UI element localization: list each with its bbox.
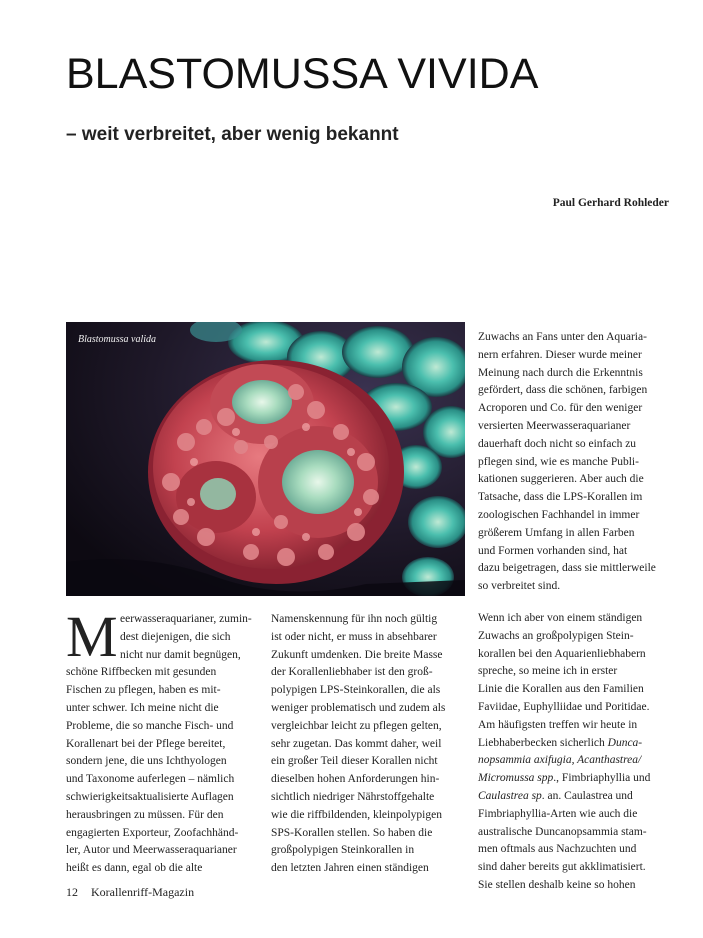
text-line: pflegen sind, wie es manche Publi- xyxy=(478,455,639,468)
text-line: Zuwachs an Fans unter den Aquaria- xyxy=(478,331,647,343)
text-column-1 xyxy=(66,604,260,878)
text-line: kationen suggerieren. Aber auch die xyxy=(478,473,644,486)
text-line: sondern jene, die uns Ichthyologen xyxy=(66,755,227,768)
text-line: und Formen vorhanden sind, hat xyxy=(478,544,628,557)
text-line xyxy=(478,735,674,753)
text-line: sehr zugetan. Das kommt daher, weil xyxy=(271,737,442,750)
text-line: eerwasseraquarianer, zumin- xyxy=(120,613,252,625)
text-line: Faviidae, Euphylliidae und Poritidae. xyxy=(478,700,650,713)
magazine-name: Korallenriff-Magazin xyxy=(91,885,195,899)
species-name: Dunca- xyxy=(607,736,643,749)
text-line xyxy=(478,770,674,788)
page-footer xyxy=(66,885,194,900)
text-line: Am häufigsten treffen wir heute in xyxy=(478,718,638,731)
drop-cap: M xyxy=(66,604,118,669)
text-line: nern erfahren. Dieser wurde meiner xyxy=(478,348,642,361)
text-line: polypigen LPS-Steinkorallen, die als xyxy=(271,684,441,697)
text-line: heißt es dann, egal ob die alte xyxy=(66,862,203,875)
text-line: wie die riffbildenden, kleinpolypigen xyxy=(271,808,442,821)
text-line: nicht nur damit begnügen, xyxy=(120,648,241,661)
text-line xyxy=(478,788,674,806)
text-line: schöne Riffbecken mit gesunden xyxy=(66,666,217,679)
text-line: men oftmals aus Nachzuchten und xyxy=(478,843,637,856)
text-line: sichtlich niedriger Nährstoffgehalte xyxy=(271,790,435,803)
text-line: weniger problematisch und zudem als xyxy=(271,701,446,714)
text-run: . an. Caulastrea und xyxy=(541,789,633,802)
paragraph-gap xyxy=(478,596,674,610)
text-line: Fimbriaphyllia-Arten wie auch die xyxy=(478,807,638,820)
text-column-3 xyxy=(478,329,674,895)
text-line: unter schwer. Ich meine nicht die xyxy=(66,701,219,714)
text-line: so verbreitet sind. xyxy=(478,580,561,593)
text-line: und Taxonome auferlegen – nämlich xyxy=(66,773,235,786)
text-column-2 xyxy=(271,611,465,878)
text-line: Fischen zu pflegen, haben es mit- xyxy=(66,684,221,697)
article-title: BLASTOMUSSA VIVIDA xyxy=(66,50,539,98)
page-number: 12 xyxy=(66,885,78,899)
text-line: dauerhaft doch nicht so einfach zu xyxy=(478,437,637,450)
text-line: Namenskennung für ihn noch gültig xyxy=(271,613,438,625)
coral-photo xyxy=(66,322,465,596)
text-line: Tatsache, dass die LPS-Korallen im xyxy=(478,491,643,504)
text-line: Probleme, die so manche Fisch- und xyxy=(66,719,234,732)
text-line: Linie die Korallen aus den Familien xyxy=(478,683,644,696)
photo-caption: Blastomussa valida xyxy=(78,334,157,345)
species-name: Micromussa spp xyxy=(478,772,554,785)
text-line: Wenn ich aber von einem ständigen xyxy=(478,611,643,624)
text-line: Meinung nach durch die Erkenntnis xyxy=(478,366,643,379)
text-line: sind daher bereits gut akklimatisiert. xyxy=(478,861,646,874)
text-line: spreche, so meine ich in erster xyxy=(478,665,618,678)
text-line: den letzten Jahren einen ständigen xyxy=(271,862,429,875)
coral-illustration xyxy=(66,322,465,596)
article-subtitle: – weit verbreitet, aber wenig bekannt xyxy=(66,124,399,145)
text-line: ist oder nicht, er muss in absehbarer xyxy=(271,630,437,643)
text-line: zoologischen Fachhandel in immer xyxy=(478,508,640,521)
text-line: Acroporen und Co. für den weniger xyxy=(478,402,643,415)
text-line: korallen bei den Aquarienliebhabern xyxy=(478,647,646,660)
text-line: Zukunft umdenken. Die breite Masse xyxy=(271,648,443,661)
text-run: ., Fimbriaphyllia und xyxy=(553,772,651,785)
blastomussa-coral xyxy=(148,360,404,584)
text-run: Liebhaberbecken sicherlich xyxy=(478,736,608,749)
text-line: dazu beigetragen, dass sie mittlerweile xyxy=(478,562,656,575)
text-line: Korallenart bei der Pflege bereitet, xyxy=(66,737,226,750)
text-line: großpolypigen Steinkorallen in xyxy=(271,844,415,857)
article-author: Paul Gerhard Rohleder xyxy=(552,197,669,209)
text-line: dieselben hohen Anforderungen hin- xyxy=(271,773,440,786)
text-line: gefördert, dass die schönen, farbigen xyxy=(478,384,648,397)
text-line: SPS-Korallen stellen. So haben die xyxy=(271,826,433,839)
text-line: größerem Umfang in allen Farben xyxy=(478,526,635,539)
text-line: herausbringen zu müssen. Für den xyxy=(66,808,224,821)
text-line: dest diejenigen, die sich xyxy=(120,630,231,643)
text-line: australische Duncanopsammia stam- xyxy=(478,825,647,838)
text-line: vergleichbar leicht zu pflegen gelten, xyxy=(271,719,442,732)
text-line: der Korallenliebhaber ist den groß- xyxy=(271,666,433,679)
species-name: nopsammia axifugia, Acanthastrea/ xyxy=(478,754,642,767)
text-line: Zuwachs an großpolypigen Stein- xyxy=(478,629,634,642)
text-line: schwierigkeitsaktualisierte Auflagen xyxy=(66,790,234,803)
text-line xyxy=(478,752,674,770)
text-line: versierten Meerwasseraquarianer xyxy=(478,419,631,432)
text-line: Sie stellen deshalb keine so hohen xyxy=(478,878,636,891)
text-line: engagierten Exporteur, Zoofachhänd- xyxy=(66,826,239,839)
text-line: ler, Autor und Meerwasseraquarianer xyxy=(66,844,237,857)
species-name: Caulastrea sp xyxy=(478,789,542,802)
text-line: ein großer Teil dieser Korallen nicht xyxy=(271,755,438,768)
